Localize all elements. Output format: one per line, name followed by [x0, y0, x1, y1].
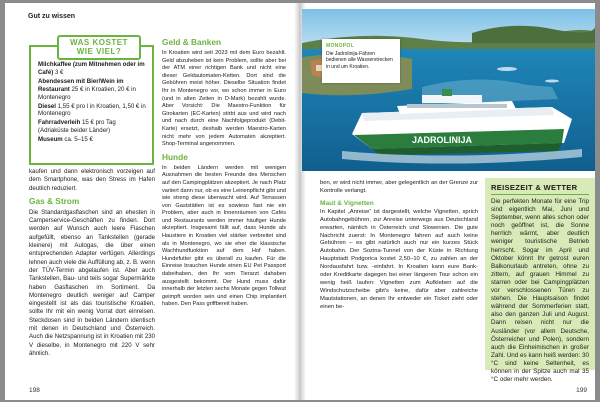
book-spread: [5, 3, 595, 400]
ship-name-text: JADROLINIJA: [412, 135, 473, 145]
body-text: In Kapitel „Anreise“ ist dargestellt, welche Vignetten, sprich Autobahngebühren, zur Anreise unterwegs aus Deutschland erwarten, nämlich in Österreich und Slowenien. Die gute Nachricht zuerst: In Montenegro fahren auf auch keine Gebühren – es gibt natürlich auch nur ein kurzes Stück Autobahn. Der Sozina-Tunnel von der Küste in Richtung Hauptstadt Podgorica kostet 2,50–10 €, zu zahlen an der Nordausfahrt bzw. -einfahrt. In Kroatien kann eure Bank- oder Kreditkarte dagegen bei einer längeren Tour schon ein wenig heiß laufen: Vignetten zum Aufkleben auf die Windschutzscheibe gibt's keine, dafür aber zahlreiche Mautstationen, an denen Ihr entweder ein Ticket zieht oder einen be-: [320, 208, 478, 310]
left-column-2: [162, 37, 286, 309]
right-column-1: [320, 180, 478, 312]
body-text: Die Standardgasflaschen sind an ehesten in Camperservice-Geschäften zu finden. Dort werden auf Wunsch auch leere Flaschen aufgefüllt, ebenso an Tankstellen (gerade kleinere) mit Autogas, die über einen entsprechenden Adapter verfügen. Allerdings lehnen auch viele die Auffüllung ab, z. B. wenn der TÜV-Termin abgelaufen ist. Aber auch Tankstellen, Bau- und teils sogar Supermärkte haben Gasflaschen im Sortiment. Da Montenegro deutlich weniger auf Camper eingestellt ist als das touristische Kroatien, sollte Ihr mit ein wenig Vorrat dort einreisen. Steckdosen sind in beiden Ländern identisch mit denen in Deutschland und Österreich. Auch die Netzspannung ist in Kroatien mit 230 V dieselbe, in Montenegro mit 220 V sehr ähnlich.: [29, 208, 155, 357]
callout-text: Die Jadrolinija-Fähren bedienen alle Wasserstrecken in und um Kroatien.: [326, 51, 393, 70]
travel-weather-box: [485, 178, 595, 384]
price-item: Museum ca. 5–15 €: [38, 136, 93, 144]
price-box-title: WAS KOSTET WIE VIEL?: [57, 35, 141, 60]
price-item: Diesel 1,55 € pro l in Kroatien, 1,50 € in Montenegro: [38, 102, 146, 118]
price-item: Fahrradverleih 15 € pro Tag (Adriaküste beider Länder): [38, 119, 116, 135]
section-heading-gas: Gas & Strom: [29, 195, 80, 206]
running-header: Gut zu wissen: [28, 13, 76, 20]
body-text: kaufen und dann elektronisch vorzeigen auf dem Smartphone, was den Stress im Hafen deutlich reduziert.: [29, 168, 155, 192]
body-text: ben, er wird nicht immer, aber gelegentlich an der Grenze zur Kontrolle verlangt.: [320, 180, 478, 194]
ferry-photo: [302, 9, 595, 171]
ferry-illustration: [302, 9, 595, 171]
travel-box-title: REISEZEIT & WETTER: [491, 183, 589, 195]
callout-tag: MONOPOL: [326, 43, 354, 49]
price-info-box: [29, 38, 154, 165]
price-item: Abendessen mit Bier/Wein im Restaurant 25 € in Kroatien, 20 € in Montenegro: [38, 77, 136, 101]
travel-box-text: Die perfekten Monate für eine Trip sind eigentlich Mai, Juni und September, wenn alles schon oder noch geöffnet ist, die Sonne herrlich wärmt, aber deutlich weniger touristische Betrieb herrscht. Sogar im April und Oktober könnt Ihr getrost euren Balkonurlaub antreten, ohne zu zittern, auf grauen Himmel zu starren oder bei Campingplätzen vor verschlossenen Türen zu stehen. Die Hauptsaison findet während der Sommerferien statt, also den ganzen Juli und August. Dann reisen nicht nur die Ausländer (vor allem Deutsche, Österreicher und Polen), sondern auch die Einheimischen in großer Zahl. Und es kann heiß werden: 30 °C sind keine Seltenheit, es können in der Spitze auch mal 35 °C oder mehr werden.: [491, 198, 590, 384]
page-number-right: 199: [576, 387, 587, 394]
right-page: [302, 3, 595, 400]
page-number-left: 198: [29, 387, 40, 394]
body-text: In beiden Ländern werden mit wenigen Ausnahmen die besten Freunde des Menschen auf den Campingplätzen akzeptiert. Je nach Platz variiert dann nur, ob es eine Leinenpflicht gibt und wie streng diese überwacht wird. Auf Terrassen von Gaststätten ist es sowieso fast nie ein Problem, aber auch in Innenräumen von Cafés und Restaurants werden immer häufiger Hunde akzeptiert. Insgesamt fällt auf, dass Hunde als Haustiere in Kroatien viel stärker verbreitet sind als in Montenegro, wo sie eher die klassische Wachhundfunktion auf dem Hof haben. Hundefutter gibt es überall zu kaufen. Für die Einreise brauchen Hunde einen EU Pet Passport dabeihaben, den Ihr vom Tierarzt dahaben ausgestellt bekommt. Der Hund muss dafür innerhalb der letzten sechs Monate gegen Tollwut geimpft worden sein und einen Chip implantiert haben. Den Pass griffbereit haben.: [162, 164, 286, 308]
section-heading-geld: Geld & Banken: [162, 37, 222, 47]
section-heading-hunde: Hunde: [162, 151, 188, 162]
left-page: [5, 3, 298, 400]
photo-callout: [322, 39, 400, 83]
section-heading-maut: Maut & Vignetten: [320, 199, 374, 207]
price-item: Milchkaffee (zum Mitnehmen oder im Café) 3 €: [38, 61, 145, 76]
body-text: In Kroatien wird seit 2023 mit dem Euro bezahlt. Geld abzuheben ist kein Problem, sollte aber bei der ATM einer richtigen Bank und nicht eine dieser Geldautomaten-Ketten. Dort sind die Gebühren meist höher. Dieselbe Situation findet Ihr in Montenegro vor, wo schon immer in Euro (und in alten Zeiten in D-Mark) bezahlt wurde. Aber Vorsicht: Die Maestro-Funktion für Girokarten (EC-Karten) stirbt aus und wird nach und nach durch eine Nachfolgeprodukt (Debit-Karte) ersetzt, deshalb werden Maestro-Karten nicht mehr von jedem Automaten akzeptiert. Shop-Terminal angenommen.: [162, 50, 286, 148]
left-column-1: [29, 168, 155, 358]
